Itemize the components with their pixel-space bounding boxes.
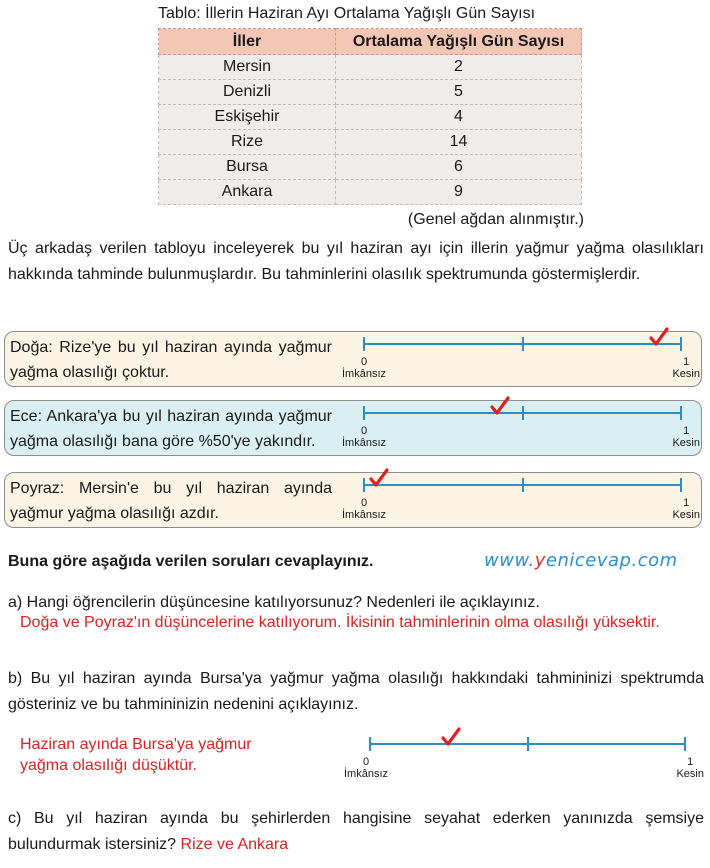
statement-ece: [4, 400, 702, 456]
question-b: b) Bu yıl haziran ayında Bursa'ya yağmur yağma olasılığı hakkındaki tahmininizi spektrumda gösteriniz ve bu tahmininizin nedenini açıklayınız.: [8, 670, 704, 713]
days-cell: 14: [336, 130, 582, 155]
table-caption: Tablo: İllerin Haziran Ayı Ortalama Yağışlı Gün Sayısı: [158, 5, 536, 22]
days-cell: 5: [336, 80, 582, 105]
table-row: [159, 130, 582, 155]
spectrum-tick-half: [522, 337, 524, 351]
spectrum-label-impossible: 0 İmkânsız: [342, 356, 387, 380]
spectrum-tick-half: [527, 737, 529, 751]
spectrum-tick-zero: [369, 737, 371, 751]
answer-a: Doğa ve Poyraz'ın düşüncelerine katılıyorum. İkisinin tahminlerinin olma olasılığı yüksektir.: [20, 614, 660, 631]
statement-poyraz: [4, 472, 702, 528]
spectrum-tick-zero: [363, 406, 365, 420]
table-row: [159, 105, 582, 130]
city-cell: Rize: [159, 130, 336, 155]
rainy-days-table: [158, 28, 582, 205]
city-cell: Mersin: [159, 55, 336, 80]
table-row: [159, 55, 582, 80]
statement-text: Doğa: Rize'ye bu yıl haziran ayında yağmur yağma olasılığı çoktur.: [10, 339, 332, 381]
spectrum-label-certain: 1 Kesin: [672, 497, 700, 521]
days-cell: 9: [336, 180, 582, 205]
days-cell: 2: [336, 55, 582, 80]
table-row: [159, 155, 582, 180]
statement-text: Ece: Ankara'ya bu yıl haziran ayında yağmur yağma olasılığı bana göre %50'ye yakındır.: [10, 408, 332, 450]
check-mark-icon: [441, 727, 461, 747]
spectrum-tick-one: [684, 737, 686, 751]
spectrum-tick-half: [522, 406, 524, 420]
check-mark-icon: [490, 396, 510, 416]
statement-doga: [4, 331, 702, 387]
spectrum-label-impossible: 0 İmkânsız: [342, 497, 387, 521]
spectrum-tick-one: [680, 478, 682, 492]
city-cell: Eskişehir: [159, 105, 336, 130]
spectrum-tick-one: [680, 337, 682, 351]
spectrum-label-certain: 1 Kesin: [672, 356, 700, 380]
table-row: [159, 180, 582, 205]
spectrum-label-certain: 1 Kesin: [672, 425, 700, 449]
intro-paragraph: Üç arkadaş verilen tabloyu inceleyerek bu yıl haziran ayı için illerin yağmur yağma olasılıkları hakkında tahminde bulunmuşlardır. Bu tahminlerini olasılık spektrumunda göstermişlerdir.: [8, 240, 704, 283]
question-c: c) Bu yıl haziran ayında bu şehirlerden hangisine seyahat ederken yanınızda şemsiye bulundurmak istersiniz? Rize ve Ankara: [8, 810, 704, 853]
city-cell: Denizli: [159, 80, 336, 105]
city-cell: Bursa: [159, 155, 336, 180]
check-mark-icon: [649, 327, 669, 347]
table-row: [159, 80, 582, 105]
spectrum-label-impossible: 0 İmkânsız: [344, 756, 389, 780]
spectrum-tick-half: [522, 478, 524, 492]
spectrum-label-certain: 1 Kesin: [676, 756, 704, 780]
spectrum-tick-zero: [363, 478, 365, 492]
table-header-row: [159, 29, 582, 55]
answer-b: Haziran ayında Bursa'ya yağmur yağma olasılığı düşüktür.: [20, 736, 252, 774]
table-source-note: (Genel ağdan alınmıştır.): [407, 211, 584, 228]
question-a: a) Hangi öğrencilerin düşüncesine katılıyorsunuz? Nedenleri ile açıklayınız.: [8, 594, 540, 611]
column-header-cities: İller: [159, 29, 336, 55]
answer-c: Rize ve Ankara: [180, 836, 289, 853]
days-cell: 6: [336, 155, 582, 180]
days-cell: 4: [336, 105, 582, 130]
statement-text: Poyraz: Mersin'e bu yıl haziran ayında yağmur yağma olasılığı azdır.: [10, 480, 332, 522]
column-header-rainy-days: Ortalama Yağışlı Gün Sayısı: [336, 29, 582, 55]
watermark-logo: www.yenicevap.com: [484, 550, 678, 571]
spectrum-label-impossible: 0 İmkânsız: [342, 425, 387, 449]
check-mark-icon: [369, 468, 389, 488]
spectrum-tick-zero: [363, 337, 365, 351]
instruction-text: Buna göre aşağıda verilen soruları cevaplayınız.: [8, 553, 374, 570]
spectrum-tick-one: [680, 406, 682, 420]
city-cell: Ankara: [159, 180, 336, 205]
